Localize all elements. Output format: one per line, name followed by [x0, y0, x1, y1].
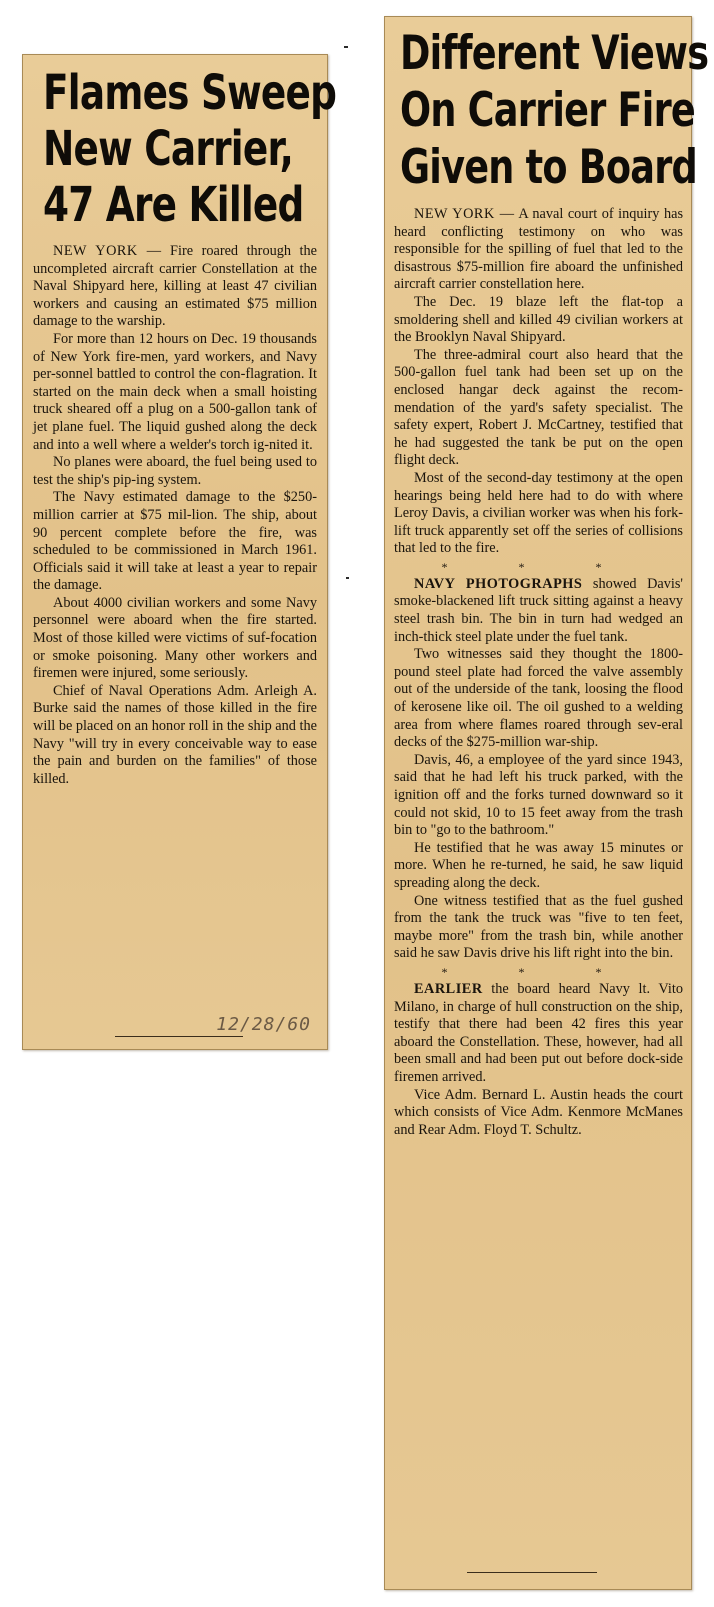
headline-line: On Carrier Fire	[400, 83, 695, 138]
paragraph: The Dec. 19 blaze left the flat-top a smoldering shell and killed 49 civilian workers at the Brooklyn Naval Shipyard.	[394, 293, 683, 346]
headline-left	[43, 65, 337, 233]
headline-line: Given to Board	[400, 140, 698, 195]
paragraph	[33, 243, 317, 331]
paragraph: Vice Adm. Bernard L. Austin heads the court which consists of Vice Adm. Kenmore McManes and Rear Adm. Floyd T. Schultz.	[394, 1086, 683, 1138]
paragraph	[394, 576, 683, 646]
handwritten-date: 12/28/60	[216, 1014, 311, 1035]
headline-right	[400, 25, 709, 196]
paragraph: Two witnesses said they thought the 1800-pound steel plate had forced the valve assembly out of the underside of the tank, loosing the flood of kerosene like oil. The oil gushed to a welding area from where flames roared through sev-eral decks of the $275-million war-ship.	[394, 646, 683, 751]
paragraph-text: showed Davis' smoke-blackened lift truck sitting against a heavy steel trash bin. The bin in turn had wedged an inch-thick steel plate under the fuel tank.	[394, 575, 684, 645]
scan-speck	[344, 46, 348, 48]
headline-line: New Carrier,	[43, 121, 294, 177]
clipping-different-views	[384, 16, 709, 1590]
paragraph: About 4000 civilian workers and some Navy personnel were aboard when the fire started. Most of those killed were victims of suf-focation or smoke poisoning. Many other workers and firemen were injured, some seriously.	[33, 594, 317, 682]
section-divider-stars: * * *	[441, 559, 636, 574]
paragraph: One witness testified that as the fuel gushed from the tank the truck was "five to ten feet, maybe more" from the trash bin, while another said he saw Davis drive his lift right into the bin.	[394, 892, 683, 962]
section-divider-stars: * * *	[441, 964, 636, 979]
paragraph: Most of the second-day testimony at the open hearings being held here had to do with where Leroy Davis, a civilian worker was when his fork-lift truck apparently set off the series of collisions that led to the fire.	[394, 469, 683, 557]
paragraph: For more than 12 hours on Dec. 19 thousands of New York fire-men, yard workers, and Navy per-sonnel battled to control the con-flagration. It started on the main deck when a small hoisting truck sheared off a plug on a 500-gallon tank of jet plane fuel. The liquid gushed along the deck and into a well where a welder's torch ig-nited it.	[33, 330, 317, 453]
paragraph	[394, 981, 683, 1087]
paragraph: The three-admiral court also heard that the 500-gallon fuel tank had been set up on the enclosed hangar deck against the recom-mendation of the yard's safety specialist. The safety expert, Robert J. McCartney, testified that he had suggested the tank be put on the open flight deck.	[394, 346, 683, 469]
end-rule	[115, 1036, 243, 1037]
section-lead: NAVY PHOTOGRAPHS	[414, 575, 583, 592]
paragraph: Chief of Naval Operations Adm. Arleigh A. Burke said the names of those killed in the fire will be placed on an honor roll in the ship and the Navy "will try in every conceivable way to ease the pain and burden on the families" of those killed.	[33, 682, 317, 787]
headline-line: 47 Are Killed	[43, 177, 304, 233]
headline-line: Different Views	[400, 26, 709, 81]
paragraph-text: the board heard Navy lt. Vito Milano, in charge of hull construction on the ship, testify that there had been 42 fires this year aboard the Constellation. These, however, had all been small and had been put out before dock-side firemen arrived.	[394, 980, 683, 1085]
story-body-left	[33, 243, 317, 788]
paragraph-text: Fire roared through the uncompleted aircraft carrier Constellation at the Naval Shipyard here, killing at least 47 civilian workers and causing an estimated $75 million damage to the warship.	[33, 243, 317, 330]
headline-line: Flames Sweep	[43, 65, 337, 121]
clipping-flames-sweep	[22, 54, 337, 1050]
scan-speck	[346, 577, 349, 579]
paragraph: Davis, 46, a employee of the yard since 1943, said that he had left his truck parked, with the ignition off and the forks turned downward so it could not skid, 10 to 15 feet away from the trash bin to "go to the bathroom."	[394, 751, 683, 839]
paragraph	[394, 206, 683, 294]
dateline: NEW YORK —	[53, 243, 162, 259]
section-lead: EARLIER	[414, 980, 483, 997]
paragraph: He testified that he was away 15 minutes or more. When he re-turned, he said, he saw liquid spreading along the deck.	[394, 839, 683, 891]
paragraph: The Navy estimated damage to the $250-million carrier at $75 mil-lion. The ship, about 90 percent complete before the fire, was scheduled to be commissioned in March 1961. Officials said it will take at least a year to repair the damage.	[33, 489, 317, 594]
story-body-right	[394, 206, 683, 1139]
paragraph-text: A naval court of inquiry has heard conflicting testimony on who was responsible for the spilling of fuel that led to the disastrous $75-million fire aboard the unfinished aircraft carrier constellation here.	[394, 206, 684, 293]
paragraph: No planes were aboard, the fuel being used to test the ship's pip-ing system.	[33, 454, 317, 488]
end-rule	[467, 1572, 597, 1573]
dateline: NEW YORK —	[414, 206, 515, 222]
